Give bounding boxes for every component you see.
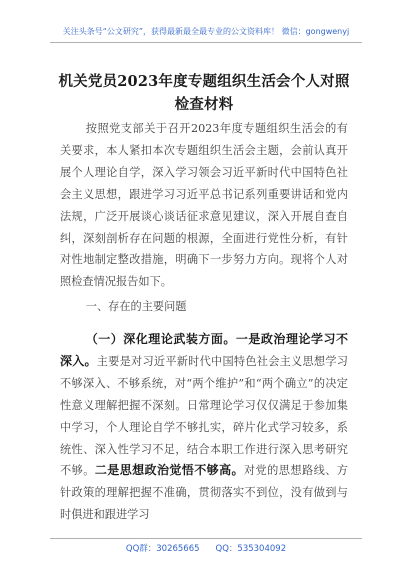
footer — [50, 542, 362, 554]
section-heading-problems: 一、存在的主要问题 — [85, 300, 187, 313]
subsection-heading: （一）深化理论武装方面。一是政治理论学习不深入。 — [60, 332, 348, 368]
header-banner: 关注头条号“公文研究”，获得最新最全最专业的公文资料库！ 微信：gongwenyj — [50, 22, 362, 43]
document-title: 机关党员2023年度专题组织生活会个人对照检查材料 — [58, 73, 350, 113]
problem-text-a: 主要是对习近平新时代中国特色社会主义思想学习不够深入、不够系统，对“两个维护”和“两个确立”的决定性意义理解把握不深刻。日常理论学习仅仅满足于参加集中学习，个人理论自学不够扎实，碎片化式学习较多，系统性、深入性学习不足，结合本职工作进行深入思考研究不够。 — [60, 354, 348, 478]
problem-paragraph — [60, 329, 348, 526]
footer-qq-group: QQ群：30265665 — [125, 544, 200, 554]
point-heading-b: 二是思想政治觉悟不够高。 — [94, 463, 244, 478]
footer-divider — [50, 538, 362, 539]
footer-qq: QQ：535304092 — [215, 544, 287, 554]
intro-paragraph: 按照党支部关于召开2023年度专题组织生活会的有关要求，本人紧扣本次专题组织生活会主题，会前认真开展个人理论自学，深入学习领会习近平新时代中国特色社会主义思想，跟进学习习近平总书记系列重要讲话和党内法规，广泛开展谈心谈话征求意见建议，深入开展自查自纠，深刻剖析存在问题的根源，全面进行党性分析，有针对性地制定整改措施，明确下一步努力方向。现将个人对照检查情况报告如下。 — [60, 122, 348, 289]
problem-text-b: 对党的思想路线、方针政策的理解把握不准确，贯彻落实不到位，没有做到与时俱进和跟进学习 — [60, 464, 348, 522]
